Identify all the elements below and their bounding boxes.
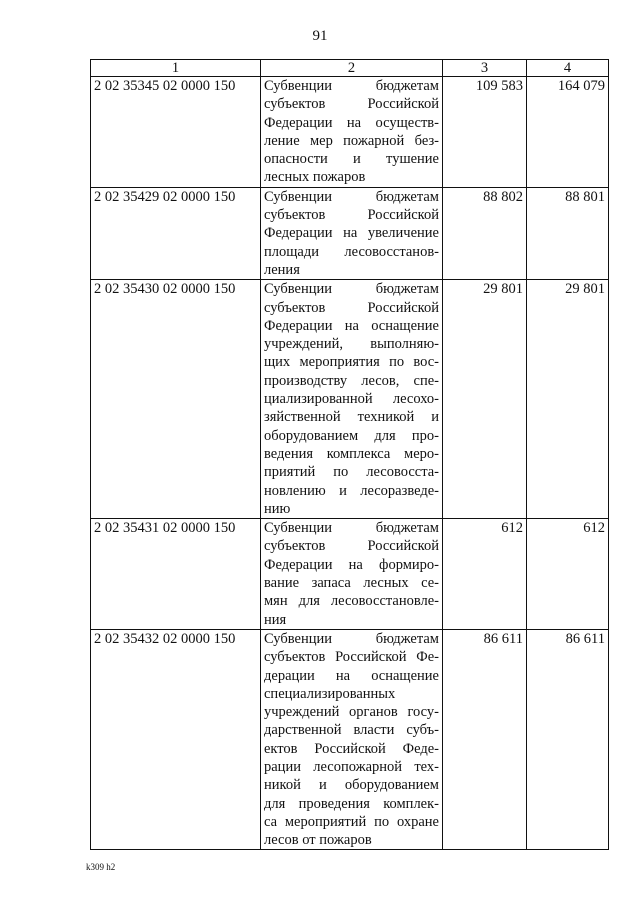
description-line: Федерации на формиро- [264,556,439,573]
budget-code-cell: 2 02 35345 02 0000 150 [91,77,261,188]
description-line: производству лесов, спе- [264,372,439,389]
amount-col3-cell: 88 802 [443,187,527,279]
description-line: лесов от пожаров [264,832,372,849]
column-header-1: 1 [91,60,261,77]
description-line: площади лесовосстанов- [264,243,439,260]
description-line: дерации на оснащение [264,667,439,684]
amount-col4-cell: 164 079 [527,77,609,188]
description-line: опасности и тушение [264,151,439,168]
description-line: субъектов Российской [264,538,439,555]
description-line: ведения комплекса меро- [264,445,439,462]
page-number: 91 [312,28,328,44]
description-line: учреждений органов госу- [264,704,439,721]
description-line: субъектов Российской Фе- [264,649,439,666]
description-line: Федерации на осуществ- [264,114,439,131]
budget-code-cell: 2 02 35431 02 0000 150 [91,519,261,630]
description-line: ления [264,261,300,278]
table-row [91,629,609,850]
description-line: циализированной лесохо- [264,391,439,408]
description-line: субъектов Российской [264,96,439,113]
description-line: рации лесопожарной тех- [264,758,439,775]
amount-col4-cell: 612 [527,519,609,630]
amount-col3-cell: 109 583 [443,77,527,188]
description-line: ектов Российской Феде- [264,740,439,757]
description-line: мян для лесовосстановле- [264,593,439,610]
description-line: никой и оборудованием [264,777,439,794]
column-header-2: 2 [261,60,443,77]
description-line: субъектов Российской [264,207,439,224]
table-row [91,280,609,519]
amount-col3-cell: 86 611 [443,629,527,850]
description-line: специализированных [264,685,396,702]
amount-col3-cell: 29 801 [443,280,527,519]
description-line: са мероприятий по охране [264,813,439,830]
description-line: вание запаса лесных се- [264,575,439,592]
description-line: зяйственной техникой и [264,409,439,426]
column-header-4: 4 [527,60,609,77]
description-line: Субвенции бюджетам [264,520,439,537]
budget-code-cell: 2 02 35429 02 0000 150 [91,187,261,279]
description-line: для проведения комплек- [264,795,439,812]
description-line: оборудованием для про- [264,427,439,444]
description-line: щих мероприятия по вос- [264,354,439,371]
description-line: лесных пожаров [264,169,366,186]
header-row [91,60,609,77]
description-cell [261,519,443,630]
description-line: новлению и лесоразведе- [264,482,439,499]
description-line: Субвенции бюджетам [264,281,439,298]
table-row [91,77,609,188]
description-line: Субвенции бюджетам [264,78,439,94]
amount-col4-cell: 86 611 [527,629,609,850]
amount-col4-cell: 88 801 [527,187,609,279]
description-cell [261,629,443,850]
amount-col3-cell: 612 [443,519,527,630]
table-header [91,60,609,77]
description-line: ния [264,611,287,628]
column-header-3: 3 [443,60,527,77]
description-line: Федерации на увеличение [264,225,439,242]
description-cell [261,280,443,519]
description-line: дарственной власти субъ- [264,722,439,739]
table-body [91,77,609,850]
amount-col4-cell: 29 801 [527,280,609,519]
description-line: учреждений, выполняю- [264,336,439,353]
description-line: приятий по лесовосста- [264,464,439,481]
description-line: нию [264,500,291,517]
budget-table [90,59,609,850]
description-line: Субвенции бюджетам [264,188,439,205]
description-cell [261,77,443,188]
table-row [91,187,609,279]
description-line: Федерации на оснащение [264,317,439,334]
description-cell [261,187,443,279]
description-line: ление мер пожарной без- [264,132,439,149]
description-line: субъектов Российской [264,299,439,316]
description-line: Субвенции бюджетам [264,630,439,647]
footer-code: k309 h2 [86,862,116,872]
budget-code-cell: 2 02 35432 02 0000 150 [91,629,261,850]
table-row [91,519,609,630]
budget-code-cell: 2 02 35430 02 0000 150 [91,280,261,519]
